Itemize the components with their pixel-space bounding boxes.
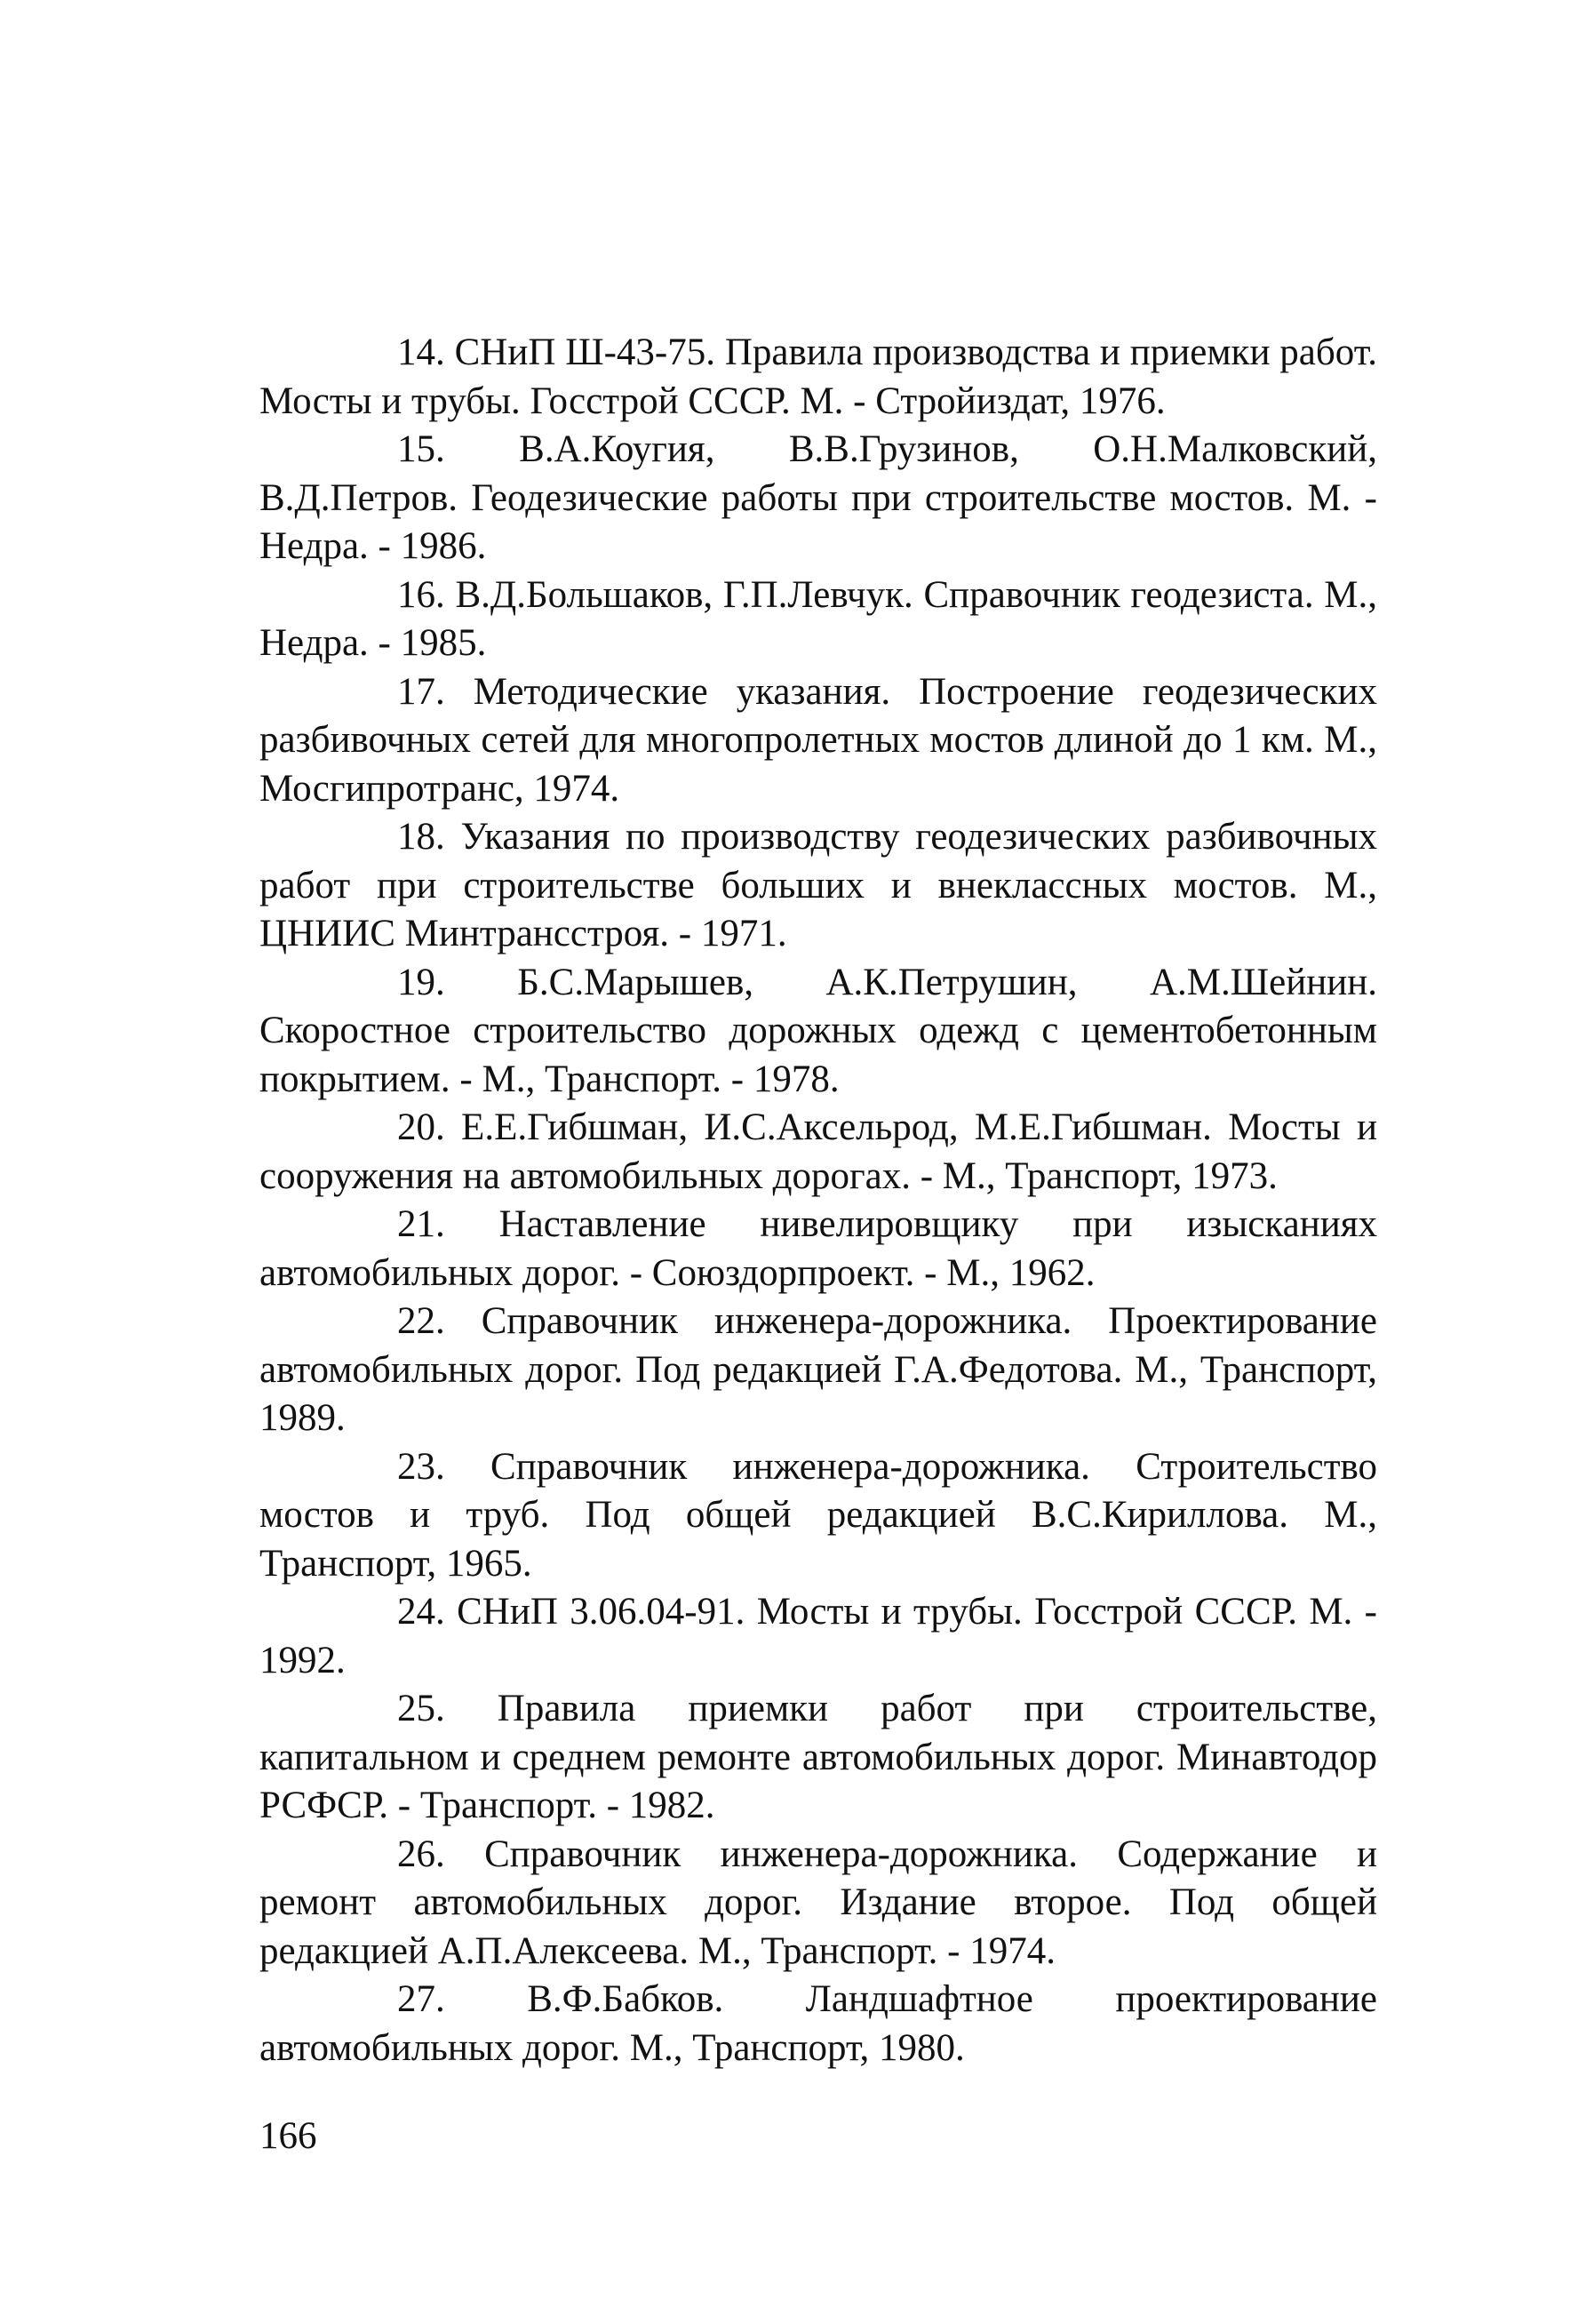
reference-number: 16. [397, 573, 445, 616]
reference-text: Справочник инженера-дорожника. Строительство мостов и труб. Под общей редакцией В.С.Кириллова. М., Транспорт, 1965. [259, 1445, 1377, 1585]
reference-number: 23. [397, 1445, 445, 1488]
reference-text: Е.Е.Гибшман, И.С.Аксельрод, М.Е.Гибшман. Мосты и сооружения на автомобильных дорогах. - М., Транспорт, 1973. [259, 1106, 1378, 1197]
reference-number: 18. [397, 816, 445, 858]
reference-number: 27. [397, 1978, 445, 2020]
reference-text: Справочник инженера-дорожника. Проектирование автомобильных дорог. Под редакцией Г.А.Федотова. М., Транспорт, 1989. [259, 1300, 1377, 1439]
reference-text: СНиП Ш-43-75. Правила производства и приемки работ. Мосты и трубы. Госстрой СССР. М. - Стройиздат, 1976. [259, 331, 1378, 422]
reference-number: 24. [397, 1591, 445, 1633]
reference-item-14 [259, 329, 1377, 426]
reference-item-21 [259, 1201, 1377, 1298]
reference-number: 15. [397, 428, 445, 470]
reference-item-22 [259, 1298, 1377, 1443]
reference-text: В.Д.Большаков, Г.П.Левчук. Справочник геодезиста. М., Недра. - 1985. [259, 573, 1378, 664]
reference-text: В.Ф.Бабков. Ландшафтное проектирование автомобильных дорог. М., Транспорт, 1980. [259, 1978, 1378, 2069]
reference-item-15 [259, 426, 1377, 571]
reference-number: 26. [397, 1833, 445, 1875]
reference-number: 17. [397, 670, 445, 713]
reference-number: 21. [397, 1203, 445, 1245]
reference-item-20 [259, 1104, 1377, 1201]
reference-list [259, 329, 1377, 2072]
reference-text: Наставление нивелировщику при изысканиях автомобильных дорог. - Союздорпроект. - М., 1962. [259, 1203, 1378, 1294]
reference-item-27 [259, 1976, 1377, 2072]
reference-number: 20. [397, 1106, 445, 1148]
reference-item-26 [259, 1831, 1377, 1977]
reference-text: Методические указания. Построение геодезических разбивочных сетей для многопролетных мостов длиной до 1 км. М., Мосгипротранс, 1974. [259, 670, 1378, 810]
reference-number: 19. [397, 961, 445, 1003]
reference-item-23 [259, 1443, 1377, 1589]
reference-number: 14. [397, 331, 445, 373]
reference-text: В.А.Коугия, В.В.Грузинов, О.Н.Малковский, В.Д.Петров. Геодезические работы при строительстве мостов. М. - Недра. - 1986. [259, 428, 1378, 567]
reference-item-17 [259, 668, 1377, 814]
reference-text: Указания по производству геодезических разбивочных работ при строительстве больших и внеклассных мостов. М., ЦНИИС Минтрансстроя. - 1971. [259, 816, 1377, 954]
reference-item-18 [259, 813, 1377, 959]
reference-item-19 [259, 959, 1377, 1105]
reference-item-24 [259, 1588, 1377, 1685]
reference-number: 22. [397, 1300, 445, 1342]
page-number: 166 [259, 2115, 317, 2157]
reference-text: Правила приемки работ при строительстве, капитальном и среднем ремонте автомобильных дорог. Минавтодор РСФСР. - Транспорт. - 1982. [259, 1688, 1378, 1826]
reference-number: 25. [397, 1688, 445, 1729]
reference-text: Б.С.Марышев, А.К.Петрушин, А.М.Шейнин. Скоростное строительство дорожных одежд с цементобетонным покрытием. - М., Транспорт. - 1978. [259, 961, 1377, 1100]
reference-item-25 [259, 1685, 1377, 1831]
reference-text: Справочник инженера-дорожника. Содержание и ремонт автомобильных дорог. Издание второе. Под общей редакцией А.П.Алексеева. М., Транспорт. - 1974. [259, 1833, 1378, 1972]
reference-text: СНиП 3.06.04-91. Мосты и трубы. Госстрой СССР. М. - 1992. [259, 1591, 1377, 1681]
reference-item-16 [259, 571, 1377, 668]
